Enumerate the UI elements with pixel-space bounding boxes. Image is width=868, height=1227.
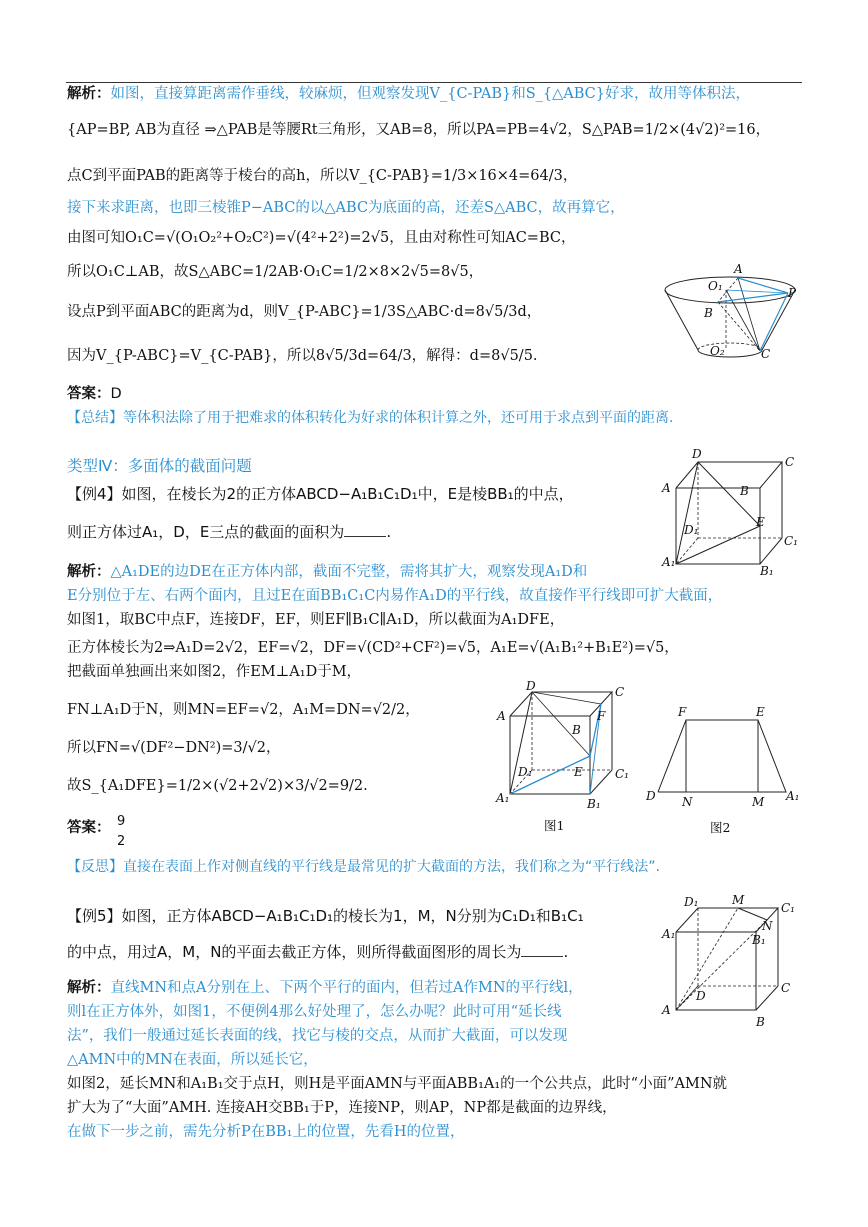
svg-text:D: D	[526, 679, 536, 693]
svg-text:A₁: A₁	[662, 555, 676, 569]
ex4-answer-denominator: 2	[117, 834, 126, 849]
ex5-question-2: 的中点，用过A，M，N的平面去截正方体，则所得截面图形的周长为 .	[67, 943, 569, 961]
svg-text:B: B	[756, 1015, 765, 1029]
svg-text:B₁: B₁	[752, 933, 766, 947]
svg-text:A₁: A₁	[496, 791, 510, 805]
solution-line-7: 设点P到平面ABC的距离为d，则V_{P-ABC}=1/3S△ABC·d=8√5/3d，	[67, 304, 542, 320]
svg-text:F: F	[678, 705, 687, 719]
svg-text:B: B	[740, 484, 749, 498]
section-heading: 类型Ⅳ：多面体的截面问题	[67, 457, 252, 475]
cube-figure-ex5	[660, 893, 805, 1033]
ex5-solution-2: 则l在正方体外，如图1，不便例4那么好处理了，怎么办呢？此时可用“延长线	[67, 1004, 562, 1020]
ex4-solution-8: 故S_{A₁DFE}=1/2×(√2+2√2)×3/√2=9/2.	[67, 778, 368, 794]
frustum-label-p: P	[788, 286, 797, 300]
answer-blank-ex5	[521, 942, 563, 957]
figure-1-cube	[494, 679, 634, 846]
svg-text:A₁: A₁	[662, 927, 676, 941]
svg-text:A₁: A₁	[786, 789, 800, 803]
solution-line-6: 所以O₁C⊥AB，故S△ABC=1/2AB·O₁C=1/2×8×2√5=8√5，	[67, 264, 484, 280]
svg-text:A: A	[497, 709, 506, 723]
svg-text:C: C	[781, 981, 791, 995]
ex5-solution-7: 在做下一步之前，需先分析P在BB₁上的位置，先看H的位置，	[67, 1124, 465, 1140]
solution-line-4: 接下来求距离，也即三棱锥P−ABC的以△ABC为底面的高，还差S△ABC，故再算它，	[67, 200, 625, 216]
svg-text:C: C	[615, 685, 625, 699]
ex4-solution-6: FN⊥A₁D于N，则MN=EF=√2，A₁M=DN=√2/2，	[67, 702, 420, 718]
answer-line: 答案：D	[67, 386, 122, 402]
ex4-solution-5: 把截面单独画出来如图2，作EM⊥A₁D于M，	[67, 664, 362, 680]
svg-text:B₁: B₁	[760, 564, 774, 578]
header-rule	[66, 82, 802, 83]
ex4-answer-numerator: 9	[117, 814, 126, 829]
figure-1-caption: 图1	[544, 818, 565, 833]
frustum-label-a: A	[734, 262, 743, 276]
svg-text:C₁: C₁	[784, 534, 798, 548]
ex5-question-1: 【例5】如图，正方体ABCD−A₁B₁C₁D₁的棱长为1，M，N分别为C₁D₁和B₁C₁	[67, 907, 584, 925]
ex5-solution-3: 法”，我们一般通过延长表面的线，找它与棱的交点，从而扩大截面，可以发现	[67, 1028, 568, 1044]
summary-line: 【总结】等体积法除了用于把难求的体积转化为好求的体积计算之外，还可用于求点到平面的距离.	[67, 410, 674, 426]
cube-figure-ex4	[660, 448, 800, 578]
frustum-figure	[660, 258, 800, 368]
frustum-label-b: B	[704, 306, 713, 320]
svg-text:B: B	[572, 723, 581, 737]
solution-line-8: 因为V_{P-ABC}=V_{C-PAB}，所以8√5/3d=64/3，解得：d=8√5/5.	[67, 348, 538, 364]
solution-line-1: 解析：如图，直接算距离需作垂线，较麻烦，但观察发现V_{C-PAB}和S_{△ABC}好求，故用等体积法，	[67, 86, 750, 102]
ex4-answer: 答案：	[67, 820, 111, 836]
svg-text:E: E	[756, 705, 765, 719]
ex4-question-1: 【例4】如图，在棱长为2的正方体ABCD−A₁B₁C₁D₁中，E是棱BB₁的中点，	[67, 485, 574, 503]
solution-line-5: 由图可知O₁C=√(O₁O₂²+O₂C²)=√(4²+2²)=2√5，且由对称性可知AC=BC，	[67, 230, 576, 246]
ex5-solution-6: 扩大为了“大面”AMH. 连接AH交BB₁于P，连接NP，则AP，NP都是截面的边界线，	[67, 1100, 617, 1116]
svg-text:C: C	[785, 455, 795, 469]
svg-text:B₁: B₁	[587, 797, 601, 811]
svg-text:D₁: D₁	[684, 523, 699, 537]
ex4-question-2: 则正方体过A₁，D，E三点的截面的面积为 .	[67, 523, 392, 541]
solution-label: 解析：	[67, 86, 111, 102]
ex4-solution-7: 所以FN=√(DF²−DN²)=3/√2，	[67, 740, 281, 756]
ex4-solution-3: 如图1，取BC中点F，连接DF，EF，则EF∥B₁C∥A₁D，所以截面为A₁DFE，	[67, 612, 565, 628]
ex4-solution-4: 正方体棱长为2⇒A₁D=2√2，EF=√2，DF=√(CD²+CF²)=√5，A₁E=√(A₁B₁²+B₁E²)=√5，	[67, 640, 679, 656]
svg-text:D: D	[646, 789, 656, 803]
svg-text:A: A	[662, 481, 671, 495]
svg-text:C₁: C₁	[781, 901, 795, 915]
svg-text:A: A	[662, 1003, 671, 1017]
ex5-solution-1: 解析：直线MN和点A分别在上、下两个平行的面内，但若过A作MN的平行线l，	[67, 980, 583, 996]
ex4-solution-1: 解析：△A₁DE的边DE在正方体内部，截面不完整，需将其扩大，观察发现A₁D和	[67, 564, 588, 580]
frustum-label-o1: O₁	[708, 279, 723, 293]
ex4-solution-2: E分别位于左、右两个面内，且过E在面BB₁C₁C内易作A₁D的平行线，故直接作平行线即可扩大截面，	[67, 588, 723, 604]
frustum-label-c: C	[761, 347, 771, 361]
answer-blank	[344, 522, 386, 537]
svg-text:M: M	[752, 795, 765, 809]
svg-text:N: N	[682, 795, 693, 809]
svg-text:D₁: D₁	[684, 895, 699, 909]
svg-text:N: N	[762, 919, 773, 933]
svg-text:M: M	[732, 893, 745, 907]
solution-line-3: 点C到平面PAB的距离等于棱台的高h，所以V_{C-PAB}=1/3×16×4=64/3，	[67, 168, 578, 184]
ex5-solution-4: △AMN中的MN在表面，所以延长它，	[67, 1052, 318, 1068]
figure-2-caption: 图2	[710, 820, 731, 835]
svg-text:D: D	[696, 989, 706, 1003]
svg-text:C₁: C₁	[615, 767, 629, 781]
svg-text:D₁: D₁	[518, 765, 533, 779]
figure-2-trapezoid	[642, 700, 802, 840]
svg-text:F: F	[597, 709, 606, 723]
ex4-reflection: 【反思】直接在表面上作对侧直线的平行线是最常见的扩大截面的方法，我们称之为“平行线法”.	[67, 859, 660, 875]
frustum-label-o2: O₂	[710, 344, 725, 358]
svg-text:D: D	[692, 447, 702, 461]
svg-text:E: E	[574, 765, 583, 779]
svg-text:E: E	[756, 515, 765, 529]
solution-line-2: {AP=BP, AB为直径 ⇒△PAB是等腰Rt三角形，又AB=8，所以PA=PB=4√2，S△PAB=1/2×(4√2)²=16，	[67, 122, 771, 138]
ex5-solution-5: 如图2，延长MN和A₁B₁交于点H，则H是平面AMN与平面ABB₁A₁的一个公共点，此时“小面”AMN就	[67, 1076, 728, 1092]
